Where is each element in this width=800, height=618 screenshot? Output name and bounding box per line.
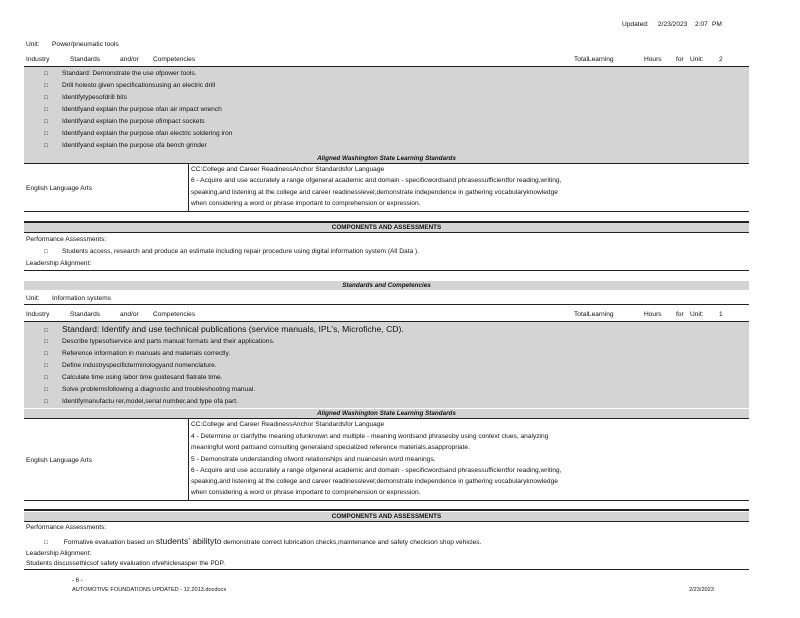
unit1-standards-label: Standards: [70, 56, 101, 63]
updated-date: 2/23/2023: [658, 21, 688, 28]
unit1-hours-value: 2: [719, 56, 723, 63]
checkbox-icon: □: [44, 107, 48, 113]
competency-item: [44, 386, 255, 393]
standards-competencies-heading: Standards and Competencies: [342, 282, 431, 289]
checkbox-icon: □: [44, 375, 48, 381]
unit2-ela-line: 4 - Determine or clarifythe meaning ofunknown and multiple - meaning wordsand phrasesby using context clues, analyzing: [191, 433, 549, 440]
unit1-unit-word: Unit:: [690, 56, 704, 63]
unit1-ela-line: CC:College and Career ReadinessAnchor Standardsfor Language: [191, 166, 385, 173]
unit2-aligned-heading: Aligned Washington State Learning Standards: [317, 410, 456, 417]
unit1-aligned-heading: Aligned Washington State Learning Standards: [317, 155, 456, 162]
unit2-components-heading: COMPONENTS AND ASSESSMENTS: [331, 513, 442, 520]
divider: [24, 211, 749, 212]
unit2-ela-line: meaningful word partsand consulting generaland specialized reference materials,asappropriate.: [191, 444, 470, 451]
divider: [24, 270, 749, 271]
footer-page-number: - 6 -: [72, 578, 83, 584]
unit1-andor-label: and/or: [120, 56, 139, 63]
competency-item: [44, 374, 223, 381]
unit2-name: Information systems: [52, 295, 111, 302]
competency-item: [44, 324, 404, 334]
checkbox-icon: □: [44, 83, 48, 89]
competency-item: [44, 142, 207, 149]
column-divider: [188, 418, 189, 501]
competency-text: Identifymanufactu rer,model,serial number,and type ofa part.: [62, 398, 238, 405]
unit2-performance-item: [44, 536, 481, 546]
competency-text: Standard: Demonstrate the use ofpower tools.: [62, 70, 197, 77]
checkbox-icon: □: [44, 363, 48, 369]
competency-item: [44, 130, 232, 137]
unit2-ela-line: 5 - Demonstrate understanding ofword relationships and nuancesin word meanings.: [191, 456, 436, 463]
divider: [24, 418, 749, 419]
performance-text: demonstrate correct lubrication checks,maintenance and safety checkson shop vehicles.: [223, 539, 482, 546]
updated-label: Updated:: [622, 21, 649, 28]
unit1-for-label: for: [676, 56, 684, 63]
unit2-hours-label: Hours: [644, 311, 662, 318]
unit1-ela-label: English Language Arts: [26, 185, 92, 192]
checkbox-icon: □: [44, 71, 48, 77]
unit2-ela-label: English Language Arts: [26, 457, 92, 464]
unit1-total-learning-label: TotalLearning: [574, 56, 614, 63]
checkbox-icon: □: [44, 399, 48, 405]
competency-text: Solve problemsfollowing a diagnostic and troubleshooting manual.: [62, 386, 256, 393]
unit2-for-label: for: [676, 311, 684, 318]
checkbox-icon: □: [44, 387, 48, 393]
divider: [24, 232, 749, 233]
checkbox-icon: □: [44, 540, 48, 546]
competency-item: [44, 362, 217, 369]
unit2-ela-line: CC:College and Career ReadinessAnchor Standardsfor Language: [191, 421, 385, 428]
competency-item: [44, 350, 230, 357]
unit2-competencies-label: Competencies: [153, 311, 196, 318]
updated-time: 2:07: [695, 21, 708, 28]
footer-left: AUTOMOTIVE FOUNDATIONS UPDATED - 12.2013.docdocx: [72, 587, 227, 593]
unit1-ela-line: when considering a word or phrase important to comprehension or expression.: [191, 200, 421, 207]
competency-item: [44, 398, 238, 405]
checkbox-icon: □: [44, 143, 48, 149]
unit1-name: Power/pneumatic tools: [52, 41, 119, 48]
divider: [24, 163, 749, 164]
performance-text: Formative evaluation based on: [63, 539, 155, 546]
unit1-competencies-label: Competencies: [153, 56, 196, 63]
competency-text: Describe typesofservice and parts manual formats and their applications.: [62, 338, 275, 345]
competency-text: Calculate time using labor time guidesand flatrate time.: [62, 374, 223, 381]
competency-text: Identifytypesofdrill bits: [62, 94, 127, 101]
unit2-ela-line: when considering a word or phrase important to comprehension or expression.: [191, 489, 421, 496]
competency-item: [44, 94, 127, 101]
unit1-label: Unit:: [26, 41, 40, 48]
unit1-hours-label: Hours: [644, 56, 662, 63]
unit2-industry-label: Industry: [26, 311, 50, 318]
competency-text: Identifyand explain the purpose ofa bench grinder: [62, 142, 207, 149]
unit2-total-learning-label: TotalLearning: [574, 311, 614, 318]
unit1-leadership-label: Leadership Alignment:: [26, 260, 92, 267]
checkbox-icon: □: [44, 119, 48, 125]
unit2-ela-line: speaking,and listening at the college and career readinesslevel;demonstrate independence in gathering vocabularyknowledge: [191, 478, 558, 485]
checkbox-icon: □: [44, 351, 48, 357]
footer-date: 2/23/2023: [689, 587, 714, 593]
unit1-industry-label: Industry: [26, 56, 50, 63]
divider: [24, 304, 749, 305]
performance-text-emphasis: students' abilityto: [155, 536, 222, 546]
unit2-leadership-label: Leadership Alignment:: [26, 550, 92, 557]
column-divider: [188, 163, 189, 212]
unit2-standards-label: Standards: [70, 311, 101, 318]
competency-item: [44, 338, 275, 345]
unit2-label: Unit:: [26, 295, 40, 302]
competency-text: Identifyand explain the purpose ofan electric soldering iron: [62, 130, 233, 137]
checkbox-icon: □: [44, 328, 48, 334]
unit1-performance-item: [44, 248, 419, 255]
checkbox-icon: □: [44, 249, 48, 255]
competency-text: Define industryspecificterminologyand nomenclature.: [62, 362, 217, 369]
competency-item: [44, 70, 197, 77]
divider: [24, 509, 749, 511]
unit2-ela-line: 6 - Acquire and use accurately a range ofgeneral academic and domain - specificwordsand phrasessufficientfor reading,writing,: [191, 467, 562, 474]
divider: [24, 500, 749, 501]
performance-text: Students access, research and produce an estimate including repair procedure using digital information system (All Data ).: [62, 248, 419, 255]
unit1-components-heading: COMPONENTS AND ASSESSMENTS: [331, 224, 442, 231]
unit1-performance-label: Performance Assessments:: [26, 236, 107, 243]
competency-text: Drill holesto given specificationsusing an electric drill: [62, 82, 216, 89]
competency-text: Identifyand explain the purpose ofan air impact wrench: [62, 106, 222, 113]
competency-item: [44, 82, 215, 89]
checkbox-icon: □: [44, 95, 48, 101]
checkbox-icon: □: [44, 339, 48, 345]
competency-item: [44, 106, 222, 113]
checkbox-icon: □: [44, 131, 48, 137]
competency-text: Standard: Identify and use technical publications (service manuals, IPL's, Microfiche, CD).: [62, 324, 404, 334]
unit2-performance-label: Performance Assessments:: [26, 524, 107, 531]
unit2-hours-value: 1: [719, 311, 723, 318]
divider: [24, 521, 749, 522]
unit2-unit-word: Unit:: [690, 311, 704, 318]
unit2-andor-label: and/or: [120, 311, 139, 318]
updated-ampm: PM: [712, 21, 722, 28]
competency-item: [44, 118, 205, 125]
competency-text: Identifyand explain the purpose ofimpact sockets: [62, 118, 205, 125]
unit1-ela-line: speaking,and listening at the college and career readinesslevel;demonstrate independence in gathering vocabularyknowledge: [191, 189, 558, 196]
competency-text: Reference information in manuals and materials correctly.: [62, 350, 231, 357]
unit2-leadership-text: Students discussethicsof safety evaluation ofvehiclesasper the PDP.: [26, 560, 225, 567]
unit1-ela-line: 6 - Acquire and use accurately a range ofgeneral academic and domain - specificwordsand phrasessufficientfor reading,writing,: [191, 177, 562, 184]
divider: [24, 569, 749, 570]
